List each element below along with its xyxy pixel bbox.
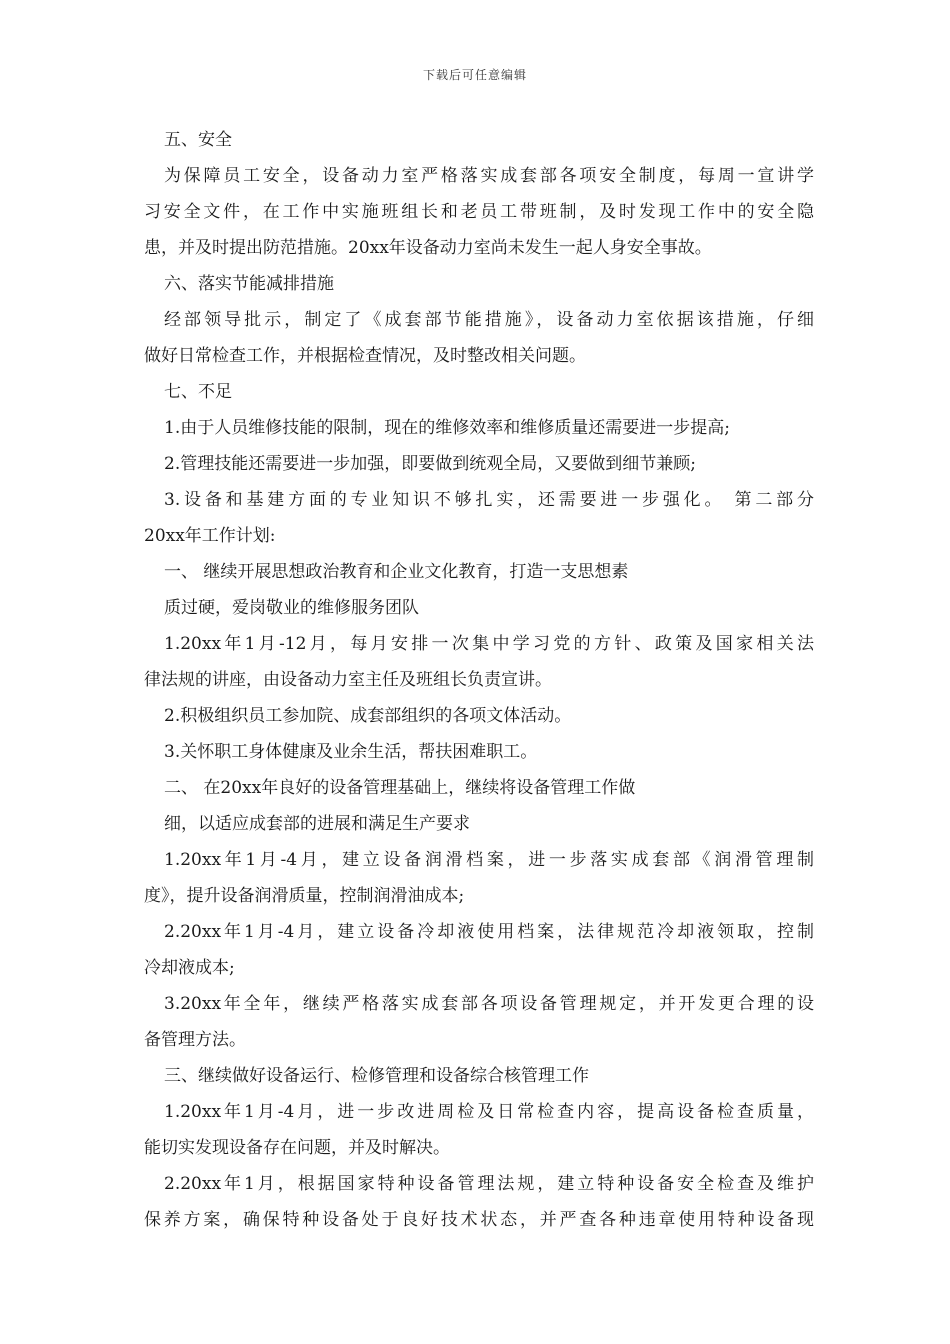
paragraph-line: 1.20xx年1月-4月，建立设备润滑档案，进一步落实成套部《润滑管理制 xyxy=(164,850,814,870)
paragraph-line: 2.管理技能还需要进一步加强，即要做到统观全局，又要做到细节兼顾; xyxy=(164,454,696,474)
paragraph-line: 三、继续做好设备运行、检修管理和设备综合核管理工作 xyxy=(164,1066,589,1086)
paragraph-line: 3.关怀职工身体健康及业余生活，帮扶困难职工。 xyxy=(164,742,538,762)
paragraph-line: 一、 继续开展思想政治教育和企业文化教育，打造一支思想素 xyxy=(164,562,629,582)
paragraph-line: 20xx年工作计划: xyxy=(144,526,276,546)
paragraph-line: 度》，提升设备润滑质量，控制润滑油成本; xyxy=(144,886,465,906)
paragraph-line: 经部领导批示，制定了《成套部节能措施》，设备动力室依据该措施，仔细 xyxy=(164,310,814,330)
paragraph-line: 3.设备和基建方面的专业知识不够扎实，还需要进一步强化。 第二部分 xyxy=(164,490,814,510)
paragraph-line: 七、不足 xyxy=(164,382,232,402)
paragraph-line: 3.20xx年全年，继续严格落实成套部各项设备管理规定，并开发更合理的设 xyxy=(164,994,814,1014)
paragraph-line: 1.20xx年1月-12月，每月安排一次集中学习党的方针、政策及国家相关法 xyxy=(164,634,814,654)
paragraph-line: 能切实发现设备存在问题，并及时解决。 xyxy=(144,1138,450,1158)
paragraph-line: 1.由于人员维修技能的限制，现在的维修效率和维修质量还需要进一步提高; xyxy=(164,418,730,438)
paragraph-line: 二、 在20xx年良好的设备管理基础上，继续将设备管理工作做 xyxy=(164,778,636,798)
document-body xyxy=(144,122,814,1238)
paragraph-line: 习安全文件，在工作中实施班组长和老员工带班制，及时发现工作中的安全隐 xyxy=(144,202,814,222)
paragraph-line: 2.20xx年1月，根据国家特种设备管理法规，建立特种设备安全检查及维护 xyxy=(164,1174,814,1194)
paragraph-line: 2.积极组织员工参加院、成套部组织的各项文体活动。 xyxy=(164,706,572,726)
paragraph-line: 质过硬，爱岗敬业的维修服务团队 xyxy=(164,598,419,618)
paragraph-line: 六、落实节能减排措施 xyxy=(164,274,334,294)
paragraph-line: 做好日常检查工作，并根据检查情况，及时整改相关问题。 xyxy=(144,346,586,366)
paragraph-line: 备管理方法。 xyxy=(144,1030,246,1050)
paragraph-line: 为保障员工安全，设备动力室严格落实成套部各项安全制度，每周一宣讲学 xyxy=(164,166,814,186)
paragraph-line: 五、安全 xyxy=(164,130,232,150)
paragraph-line: 患，并及时提出防范措施。20xx年设备动力室尚未发生一起人身安全事故。 xyxy=(144,238,712,258)
paragraph-line: 细，以适应成套部的进展和满足生产要求 xyxy=(164,814,470,834)
paragraph-line: 2.20xx年1月-4月，建立设备冷却液使用档案，法律规范冷却液领取，控制 xyxy=(164,922,814,942)
paragraph-line: 1.20xx年1月-4月，进一步改进周检及日常检查内容，提高设备检查质量， xyxy=(164,1102,814,1122)
paragraph-line: 保养方案，确保特种设备处于良好技术状态，并严查各种违章使用特种设备现 xyxy=(144,1210,814,1230)
paragraph-line: 律法规的讲座，由设备动力室主任及班组长负责宣讲。 xyxy=(144,670,552,690)
paragraph-line: 冷却液成本; xyxy=(144,958,235,978)
page-header: 下载后可任意编辑 xyxy=(422,68,527,82)
